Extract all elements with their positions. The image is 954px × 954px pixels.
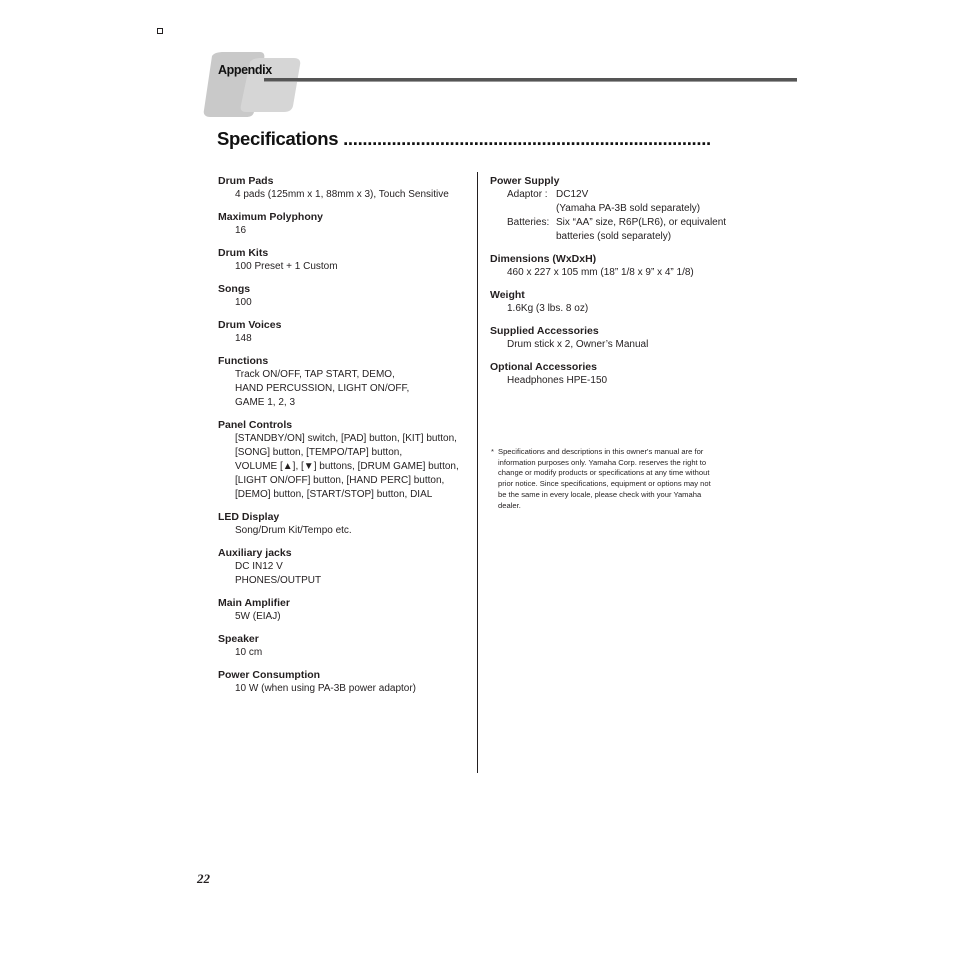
- page-title: Specifications ............................................................................: [217, 128, 711, 149]
- spec-value: Track ON/OFF, TAP START, DEMO,: [235, 369, 395, 380]
- spec-value: [LIGHT ON/OFF] button, [HAND PERC] button,: [235, 475, 445, 486]
- spec-value: [DEMO] button, [START/STOP] button, DIAL: [235, 489, 433, 500]
- spec-title: Dimensions (WxDxH): [490, 253, 597, 265]
- spec-value: Drum stick x 2, Owner’s Manual: [507, 339, 649, 350]
- spec-title: Auxiliary jacks: [218, 547, 292, 559]
- spec-value: 100 Preset + 1 Custom: [235, 261, 338, 272]
- spec-value: PHONES/OUTPUT: [235, 575, 322, 586]
- spec-value: 4 pads (125mm x 1, 88mm x 3), Touch Sensitive: [235, 189, 449, 200]
- spec-title: Functions: [218, 355, 269, 367]
- footnote-line: change or modify products or specifications at any time without: [498, 468, 710, 478]
- spec-title: Supplied Accessories: [490, 325, 599, 337]
- spec-maximum-polyphony: [218, 210, 468, 238]
- spec-value: 100: [235, 297, 252, 308]
- spec-value: 148: [235, 333, 252, 344]
- batteries-row-continued: [490, 230, 740, 244]
- spec-value: 10 W (when using PA-3B power adaptor): [235, 683, 417, 694]
- crop-mark: [157, 28, 163, 34]
- spec-title: Drum Pads: [218, 175, 274, 187]
- spec-dimensions: [490, 252, 740, 280]
- spec-drum-kits: [218, 246, 468, 274]
- spec-drum-pads: [218, 174, 468, 202]
- header-rule: [264, 78, 797, 82]
- spec-title: Speaker: [218, 633, 259, 645]
- spec-value: Headphones HPE-150: [507, 375, 608, 386]
- spec-value: HAND PERCUSSION, LIGHT ON/OFF,: [235, 383, 410, 394]
- left-spec-column: [218, 174, 468, 704]
- spec-value: GAME 1, 2, 3: [235, 397, 296, 408]
- spec-value: DC IN12 V: [235, 561, 283, 572]
- spec-title: Songs: [218, 283, 251, 295]
- spec-title: Drum Voices: [218, 319, 282, 331]
- footnote: [491, 447, 737, 511]
- spec-title: Power Consumption: [218, 669, 321, 681]
- footnote-text: [498, 447, 711, 511]
- batteries-value: batteries (sold separately): [556, 231, 672, 242]
- adaptor-key: Adaptor :: [507, 189, 548, 200]
- spec-main-amplifier: [218, 596, 468, 624]
- appendix-tab-graphic: [202, 50, 306, 118]
- footnote-line: prior notice. Since specifications, equipment or options may not: [498, 479, 711, 489]
- right-spec-column: [490, 174, 740, 396]
- batteries-row: [490, 216, 740, 230]
- spec-title: Weight: [490, 289, 525, 301]
- spec-title: Maximum Polyphony: [218, 211, 324, 223]
- spec-value: 460 x 227 x 105 mm (18” 1/8 x 9” x 4” 1/8): [507, 267, 694, 278]
- spec-auxiliary-jacks: [218, 546, 468, 588]
- spec-value: VOLUME [▲], [▼] buttons, [DRUM GAME] button,: [235, 461, 459, 472]
- spec-panel-controls: [218, 418, 468, 502]
- spec-title: Power Supply: [490, 175, 560, 187]
- spec-songs: [218, 282, 468, 310]
- adaptor-value: DC12V: [556, 189, 589, 200]
- section-label: Appendix: [218, 63, 272, 77]
- spec-value: 10 cm: [235, 647, 263, 658]
- spec-weight: [490, 288, 740, 316]
- spec-title: Panel Controls: [218, 419, 293, 431]
- spec-title: Main Amplifier: [218, 597, 290, 609]
- spec-title: Drum Kits: [218, 247, 269, 259]
- spec-title: Optional Accessories: [490, 361, 597, 373]
- spec-title: LED Display: [218, 511, 280, 523]
- spec-led-display: [218, 510, 468, 538]
- spec-supplied-accessories: [490, 324, 740, 352]
- spec-power-consumption: [218, 668, 468, 696]
- footnote-marker: *: [491, 447, 494, 456]
- batteries-value: Six “AA” size, R6P(LR6), or equivalent: [556, 217, 727, 228]
- adaptor-row: [490, 188, 740, 202]
- batteries-key: Batteries:: [507, 217, 550, 228]
- column-divider: [477, 172, 478, 773]
- spec-functions: [218, 354, 468, 410]
- spec-speaker: [218, 632, 468, 660]
- footnote-line: Specifications and descriptions in this owner's manual are for: [498, 447, 704, 456]
- spec-value: [STANDBY/ON] switch, [PAD] button, [KIT] button,: [235, 433, 457, 444]
- spec-power-supply: [490, 174, 740, 244]
- page-number: 22: [197, 871, 210, 886]
- adaptor-value: (Yamaha PA-3B sold separately): [556, 203, 701, 214]
- footnote-line: be the same in every locale, please check with your Yamaha: [498, 489, 702, 499]
- footnote-line: dealer.: [498, 500, 521, 510]
- spec-value: 1.6Kg (3 lbs. 8 oz): [507, 303, 589, 314]
- spec-optional-accessories: [490, 360, 740, 388]
- spec-drum-voices: [218, 318, 468, 346]
- spec-value: Song/Drum Kit/Tempo etc.: [235, 525, 352, 536]
- spec-value: [SONG] button, [TEMPO/TAP] button,: [235, 447, 403, 458]
- adaptor-row-continued: [490, 202, 740, 216]
- spec-value: 5W (EIAJ): [235, 611, 281, 622]
- spec-value: 16: [235, 225, 247, 236]
- footnote-line: information purposes only. Yamaha Corp. reserves the right to: [498, 457, 707, 467]
